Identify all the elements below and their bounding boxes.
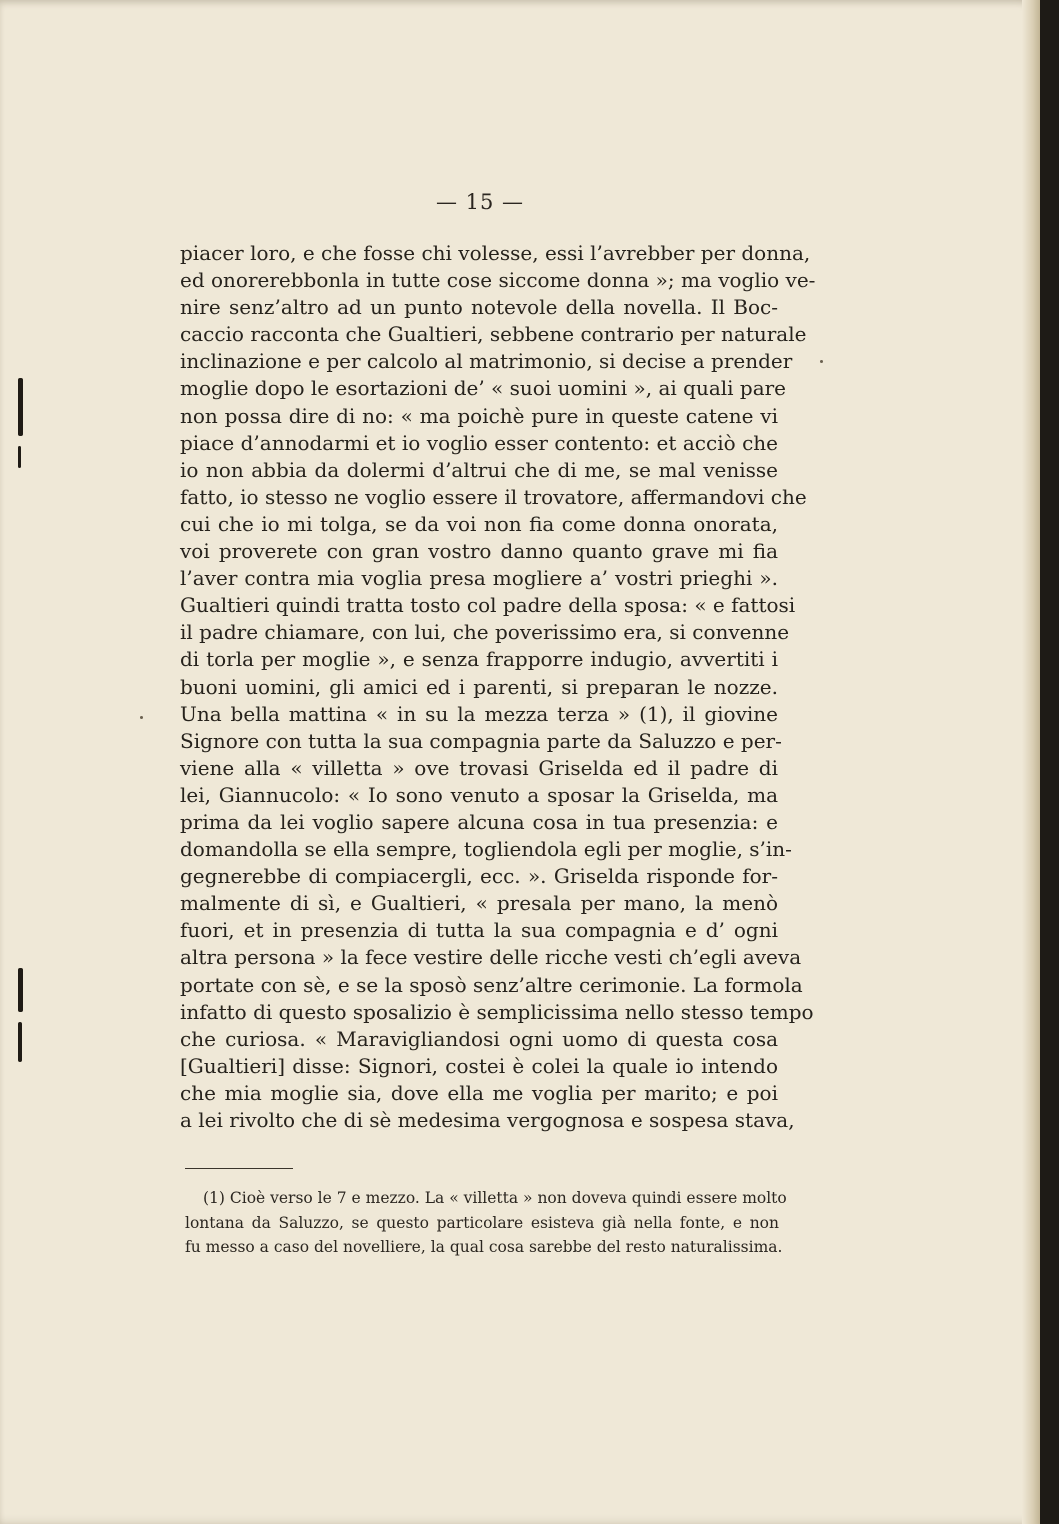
text-line: che mia moglie sia, dove ella me voglia per marito; e poi [180, 1080, 778, 1105]
text-line: a lei rivolto che di sè medesima vergognosa e sospesa stava, [180, 1108, 795, 1132]
text-line: gegnerebbe di compiacergli, ecc. ». Griselda risponde for- [180, 864, 778, 889]
text-line: altra persona » la fece vestire delle ricche vesti ch’egli aveva [180, 945, 802, 970]
text-line: lei, Giannucolo: « Io sono venuto a sposar la Griselda, ma [180, 782, 778, 807]
footnote [185, 1186, 787, 1260]
binding-mark [18, 968, 23, 1012]
text-line: portate con sè, e se la sposò senz’altre cerimonie. La formola [180, 972, 803, 997]
footnote-rule [185, 1168, 293, 1169]
text-line: inclinazione e per calcolo al matrimonio, si decise a prender [180, 349, 793, 374]
paper-speck [140, 716, 143, 719]
text-line: buoni uomini, gli amici ed i parenti, si preparan le nozze. [180, 674, 778, 699]
footnote-line: lontana da Saluzzo, se questo particolare esisteva già nella fonte, e non [185, 1213, 779, 1232]
footnote-line: fu messo a caso del novelliere, la qual cosa sarebbe del resto naturalissima. [185, 1238, 783, 1257]
text-line: il padre chiamare, con lui, che poverissimo era, si convenne [180, 620, 790, 645]
footnote-line: (1) Cioè verso le 7 e mezzo. La « villetta » non doveva quindi essere molto [203, 1189, 787, 1207]
text-line: malmente di sì, e Gualtieri, « presala per mano, la menò [180, 891, 778, 916]
page-edge [1022, 0, 1040, 1524]
body-text [180, 240, 816, 1134]
text-line: ed onorerebbonla in tutte cose siccome donna »; ma voglio ve- [180, 268, 816, 293]
paper-speck [820, 360, 823, 363]
text-line: [Gualtieri] disse: Signori, costei è colei la quale io intendo [180, 1053, 778, 1078]
text-line: viene alla « villetta » ove trovasi Griselda ed il padre di [180, 755, 778, 780]
text-line: io non abbia da dolermi d’altrui che di me, se mal venisse [180, 457, 778, 482]
text-line: l’aver contra mia voglia presa mogliere a’ vostri prieghi ». [180, 566, 778, 591]
text-line: che curiosa. « Maravigliandosi ogni uomo di questa cosa [180, 1026, 778, 1051]
text-line: Signore con tutta la sua compagnia parte da Saluzzo e per- [180, 728, 782, 753]
binding-mark [18, 378, 23, 436]
text-line: Gualtieri quindi tratta tosto col padre della sposa: « e fattosi [180, 593, 796, 618]
binding-mark [18, 1022, 22, 1062]
text-line: di torla per moglie », e senza frapporre indugio, avvertiti i [180, 647, 778, 672]
text-line: fatto, io stesso ne voglio essere il trovatore, affermandovi che [180, 484, 807, 509]
text-line: non possa dire di no: « ma poichè pure in queste catene vi [180, 403, 778, 428]
text-line: infatto di questo sposalizio è semplicissima nello stesso tempo [180, 999, 814, 1024]
text-line: caccio racconta che Gualtieri, sebbene contrario per naturale [180, 322, 807, 347]
binding-mark [18, 446, 21, 468]
text-line: domandolla se ella sempre, togliendola egli per moglie, s’in- [180, 837, 792, 862]
text-line: Una bella mattina « in su la mezza terza » (1), il giovine [180, 701, 778, 726]
text-line: voi proverete con gran vostro danno quanto grave mi fia [180, 539, 778, 564]
text-line: piace d’annodarmi et io voglio esser contento: et acciò che [180, 430, 778, 455]
text-line: moglie dopo le esortazioni de’ « suoi uomini », ai quali pare [180, 376, 787, 401]
text-line: fuori, et in presenzia di tutta la sua compagnia e d’ ogni [180, 918, 778, 943]
text-line: piacer loro, e che fosse chi volesse, essi l’avrebber per donna, [180, 241, 811, 265]
text-line: cui che io mi tolga, se da voi non fia come donna onorata, [180, 511, 778, 536]
text-line: nire senz’altro ad un punto notevole della novella. Il Boc- [180, 295, 778, 320]
text-line: prima da lei voglio sapere alcuna cosa in tua presenzia: e [180, 809, 778, 834]
page-number: — 15 — [435, 190, 525, 214]
